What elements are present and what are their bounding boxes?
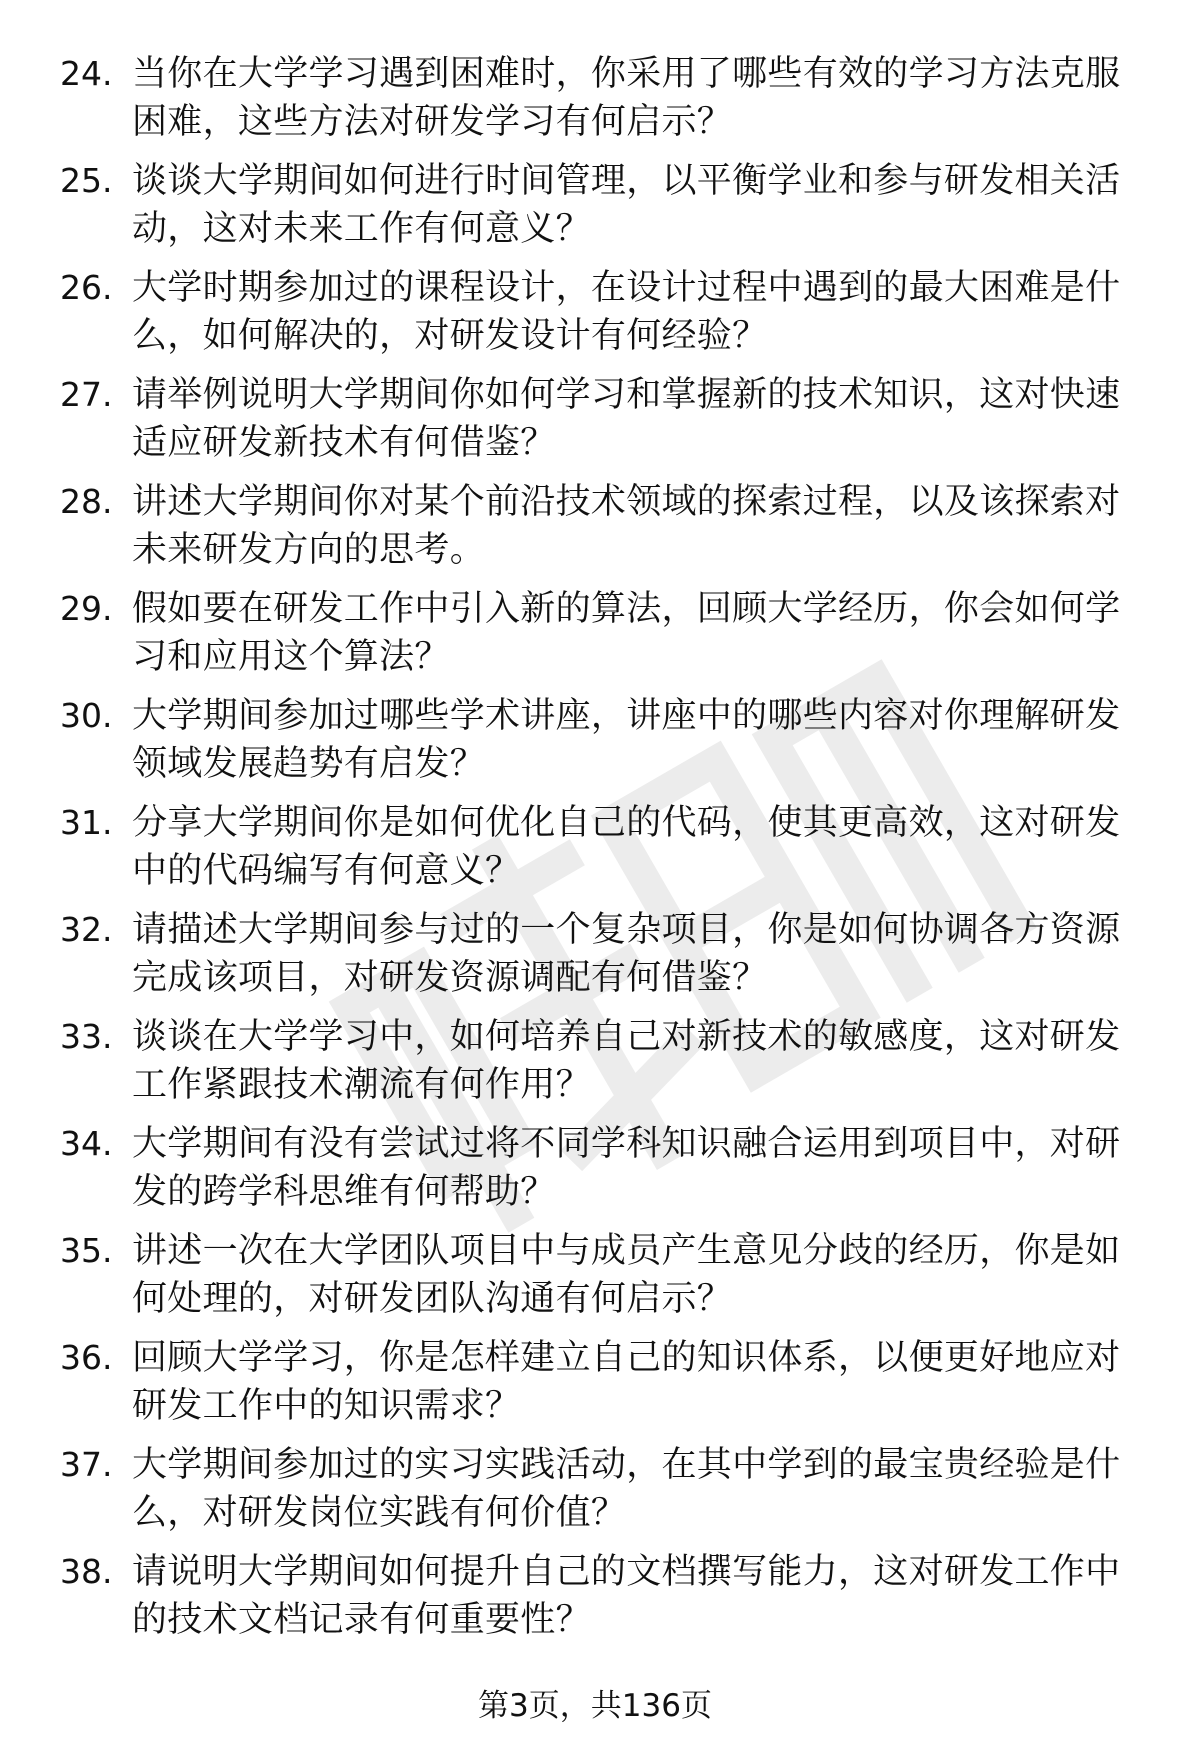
- question-number: 32.: [60, 910, 113, 949]
- question-item: [0, 265, 1190, 365]
- question-text-line-2: 中的代码编写有何意义？: [132, 851, 521, 891]
- question-number: 31.: [60, 803, 113, 842]
- question-text-line-1: 大学期间参加过哪些学术讲座，讲座中的哪些内容对你理解研发: [132, 696, 1121, 736]
- question-text-line-1: 谈谈大学期间如何进行时间管理，以平衡学业和参与研发相关活: [132, 161, 1121, 201]
- question-item: [0, 479, 1190, 579]
- question-text-line-2: 的技术文档记录有何重要性？: [132, 1600, 591, 1640]
- question-text-line-2: 领域发展趋势有启发？: [132, 744, 486, 784]
- question-text-line-2: 未来研发方向的思考。: [132, 530, 486, 570]
- question-text-line-2: 适应研发新技术有何借鉴？: [132, 423, 556, 463]
- question-number: 33.: [60, 1017, 113, 1056]
- question-item: [0, 800, 1190, 900]
- question-text-line-2: 发的跨学科思维有何帮助？: [132, 1172, 556, 1212]
- question-text-line-2: 何处理的，对研发团队沟通有何启示？: [132, 1279, 733, 1319]
- question-text-line-1: 谈谈在大学学习中，如何培养自己对新技术的敏感度，这对研发: [132, 1017, 1121, 1057]
- question-text-line-2: 动，这对未来工作有何意义？: [132, 209, 591, 249]
- question-text-line-1: 大学时期参加过的课程设计，在设计过程中遇到的最大困难是什: [132, 268, 1121, 308]
- question-text-line-2: 研发工作中的知识需求？: [132, 1386, 521, 1426]
- question-number: 28.: [60, 482, 113, 521]
- question-text-line-2: 困难，这些方法对研发学习有何启示？: [132, 102, 733, 142]
- question-text-line-1: 当你在大学学习遇到困难时，你采用了哪些有效的学习方法克服: [132, 54, 1121, 94]
- question-text-line-2: 工作紧跟技术潮流有何作用？: [132, 1065, 591, 1105]
- question-number: 30.: [60, 696, 113, 735]
- question-item: [0, 1549, 1190, 1649]
- question-item: [0, 1335, 1190, 1435]
- question-number: 35.: [60, 1231, 113, 1270]
- question-number: 27.: [60, 375, 113, 414]
- question-number: 38.: [60, 1552, 113, 1591]
- question-text-line-2: 习和应用这个算法？: [132, 637, 450, 677]
- question-number: 25.: [60, 161, 113, 200]
- question-item: [0, 1121, 1190, 1221]
- question-item: [0, 586, 1190, 686]
- question-item: [0, 158, 1190, 258]
- question-text-line-1: 讲述一次在大学团队项目中与成员产生意见分歧的经历，你是如: [132, 1231, 1121, 1271]
- question-number: 34.: [60, 1124, 113, 1163]
- question-text-line-1: 请举例说明大学期间你如何学习和掌握新的技术知识，这对快速: [132, 375, 1121, 415]
- question-text-line-1: 分享大学期间你是如何优化自己的代码，使其更高效，这对研发: [132, 803, 1121, 843]
- question-item: [0, 1228, 1190, 1328]
- question-text-line-2: 完成该项目，对研发资源调配有何借鉴？: [132, 958, 768, 998]
- question-item: [0, 1014, 1190, 1114]
- question-text-line-1: 请说明大学期间如何提升自己的文档撰写能力，这对研发工作中: [132, 1552, 1121, 1592]
- question-text-line-1: 讲述大学期间你对某个前沿技术领域的探索过程，以及该探索对: [132, 482, 1121, 522]
- question-number: 24.: [60, 54, 113, 93]
- question-text-line-1: 大学期间有没有尝试过将不同学科知识融合运用到项目中，对研: [132, 1124, 1121, 1164]
- question-item: [0, 1442, 1190, 1542]
- question-text-line-1: 请描述大学期间参与过的一个复杂项目，你是如何协调各方资源: [132, 910, 1121, 950]
- question-text-line-2: 么，如何解决的，对研发设计有何经验？: [132, 316, 768, 356]
- question-number: 37.: [60, 1445, 113, 1484]
- question-text-line-1: 回顾大学学习，你是怎样建立自己的知识体系，以便更好地应对: [132, 1338, 1121, 1378]
- question-item: [0, 51, 1190, 151]
- question-item: [0, 693, 1190, 793]
- question-text-line-1: 大学期间参加过的实习实践活动，在其中学到的最宝贵经验是什: [132, 1445, 1121, 1485]
- question-text-line-1: 假如要在研发工作中引入新的算法，回顾大学经历，你会如何学: [132, 589, 1121, 629]
- question-number: 29.: [60, 589, 113, 628]
- question-item: [0, 907, 1190, 1007]
- question-number: 26.: [60, 268, 113, 307]
- question-text-line-2: 么，对研发岗位实践有何价值？: [132, 1493, 627, 1533]
- question-number: 36.: [60, 1338, 113, 1377]
- question-item: [0, 372, 1190, 472]
- page-number-footer: 第3页，共136页: [478, 1688, 712, 1724]
